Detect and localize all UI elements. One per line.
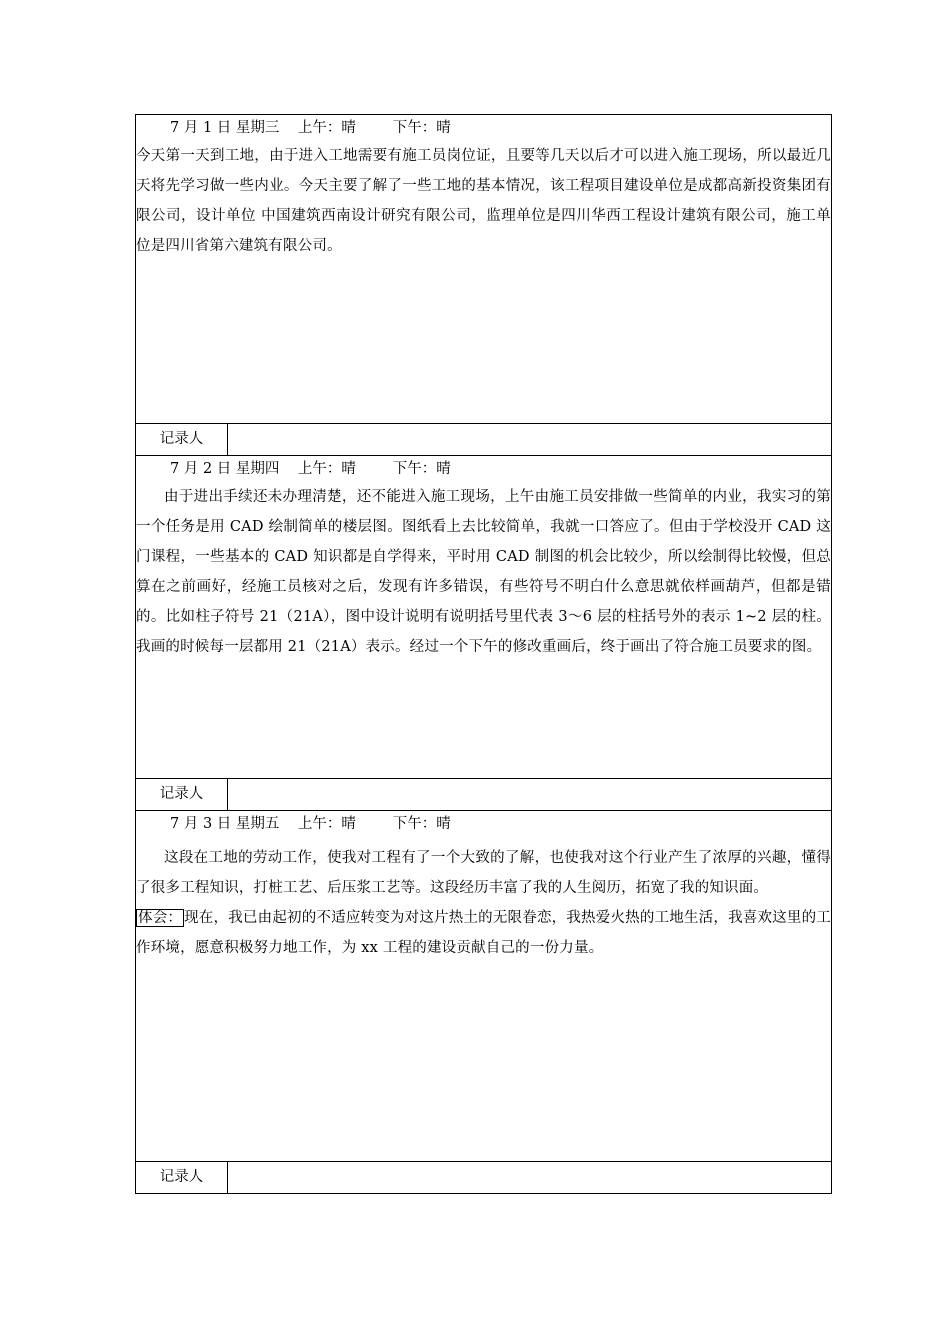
log-entry-cell bbox=[136, 456, 832, 779]
recorder-label: 记录人 bbox=[136, 779, 228, 811]
work-log-table bbox=[135, 114, 832, 1194]
entry-date-weather: 7 月 2 日 星期四 上午：晴 下午：晴 bbox=[170, 461, 451, 477]
reflection-text: 现在，我已由起初的不适应转变为对这片热土的无限眷恋，我热爱火热的工地生活，我喜欢这里的工作环境，愿意积极努力地工作，为 xx 工程的建设贡献自己的一份力量。 bbox=[136, 910, 831, 956]
recorder-label: 记录人 bbox=[136, 424, 228, 456]
recorder-row bbox=[136, 779, 832, 811]
recorder-label: 记录人 bbox=[136, 1162, 228, 1194]
recorder-row bbox=[136, 424, 832, 456]
entry-paragraph: 这段在工地的劳动工作，使我对工程有了一个大致的了解，也使我对这个行业产生了浓厚的兴趣，懂得了很多工程知识，打桩工艺、后压浆工艺等。这段经历丰富了我的人生阅历，拓宽了我的知识面。 bbox=[136, 850, 831, 896]
log-entry-row bbox=[136, 456, 832, 779]
entry-date-weather: 7 月 3 日 星期五 上午：晴 下午：晴 bbox=[170, 816, 451, 832]
log-entry-row bbox=[136, 811, 832, 1162]
recorder-field[interactable] bbox=[228, 1162, 832, 1194]
entry-paragraph: 由于进出手续还未办理清楚，还不能进入施工现场，上午由施工员安排做一些简单的内业，我实习的第一个任务是用 CAD 绘制简单的楼层图。图纸看上去比较简单，我就一口答应了。但由于学校没开 CAD 这门课程，一些基本的 CAD 知识都是自学得来，平时用 CAD 制图的机会比较少，所以绘制得比较慢，但总算在之前画好，经施工员核对之后，发现有许多错误，有些符号不明白什么意思就依样画葫芦，但都是错的。比如柱子符号 21（21A），图中设计说明有说明括号里代表 3～6 层的柱括号外的表示 1~2 层的柱。我画的时候每一层都用 21（21A）表示。经过一个下午的修改重画后，终于画出了符合施工员要求的图。 bbox=[136, 489, 831, 655]
entry-paragraph: 今天第一天到工地，由于进入工地需要有施工员岗位证，且要等几天以后才可以进入施工现场，所以最近几天将先学习做一些内业。今天主要了解了一些工地的基本情况，该工程项目建设单位是成都高新投资集团有限公司，设计单位 中国建筑西南设计研究有限公司，监理单位是四川华西工程设计建筑有限公司，施工单位是四川省第六建筑有限公司。 bbox=[136, 148, 831, 254]
recorder-field[interactable] bbox=[228, 779, 832, 811]
entry-date-weather: 7 月 1 日 星期三 上午：晴 下午：晴 bbox=[170, 120, 451, 136]
log-entry-row bbox=[136, 115, 832, 424]
log-entry-cell bbox=[136, 811, 832, 1162]
reflection-paragraph bbox=[136, 903, 831, 963]
reflection-label: 体会： bbox=[138, 910, 183, 926]
recorder-field[interactable] bbox=[228, 424, 832, 456]
log-entry-cell bbox=[136, 115, 832, 424]
recorder-row bbox=[136, 1162, 832, 1194]
